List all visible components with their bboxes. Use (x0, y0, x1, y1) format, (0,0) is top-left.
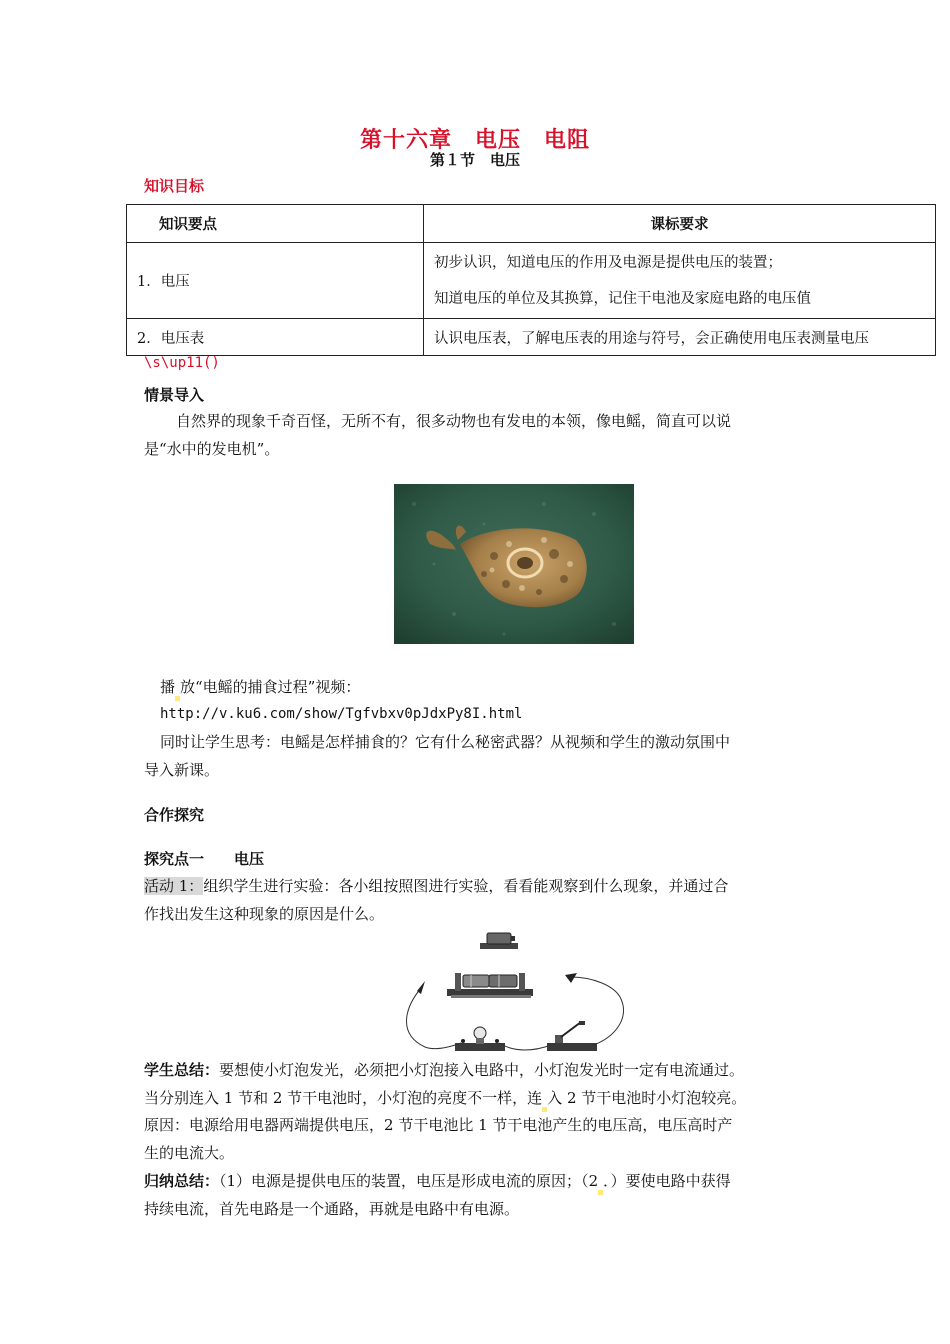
conclusion-text: 2 (588, 1172, 599, 1190)
bulb-holder-icon (455, 1027, 505, 1051)
student-summary-text: 入 2 节干电池时小灯泡较亮。 (547, 1089, 747, 1107)
conclusion-line (144, 1167, 731, 1195)
student-summary-label: 学生总结： (144, 1061, 220, 1079)
switch-icon (547, 1021, 597, 1051)
video-intro-text-pre: 播 (160, 678, 176, 696)
conclusion-label: 归纳总结： (144, 1172, 220, 1190)
electric-ray-photo (394, 484, 634, 644)
edit-marker-icon (598, 1190, 603, 1195)
scenario-paragraph-line: 是“水中的发电机”。 (144, 440, 280, 458)
conclusion-text: ．）要使电路中获得 (603, 1172, 731, 1190)
video-intro-text-post: 放“电鳐的捕食过程”视频： (180, 678, 361, 696)
requirement-text: 初步认识，知道电压的作用及电源是提供电压的装置； (434, 254, 782, 271)
table-cell-requirements (424, 243, 936, 319)
activity-line: 作找出发生这种现象的原因是什么。 (144, 905, 385, 923)
table-row (127, 243, 936, 319)
scenario-paragraph-line: 自然界的现象千奇百怪，无所不有，很多动物也有发电的本领，像电鳐，简直可以说 (176, 412, 732, 430)
student-summary-line (144, 1056, 744, 1084)
section-title: 第１节 电压 (429, 151, 520, 169)
knowledge-goals-heading: 知识目标 (144, 177, 205, 195)
table-cell-requirements: 认识电压表，了解电压表的用途与符号，会正确使用电压表测量电压 (424, 319, 936, 356)
chapter-title: 第十六章 电压 电阻 (359, 128, 590, 153)
conclusion-text: （1）电源是提供电压的装置，电压是形成电流的原因；（ (219, 1172, 589, 1190)
battery-holder-icon (447, 973, 533, 998)
table-header-cell: 知识要点 (127, 205, 424, 243)
table-cell-point: 1．电压 (127, 243, 424, 319)
knowledge-goals-table (126, 204, 936, 356)
table-header-cell: 课标要求 (424, 205, 936, 243)
table-header-row (127, 205, 936, 243)
requirement-text: 知道电压的单位及其换算，记住干电池及家庭电路的电压值 (434, 290, 811, 307)
video-url-link[interactable]: http://v.ku6.com/show/Tgfvbxv0pJdxPy8I.html (160, 706, 523, 722)
think-line: 导入新课。 (144, 761, 220, 779)
table-cell-point: 2．电压表 (127, 319, 424, 356)
scenario-heading: 情景导入 (144, 386, 205, 404)
student-summary-text: 当分别连入 1 节和 2 节干电池时，小灯泡的亮度不一样，连 (144, 1089, 543, 1107)
circuit-diagram (395, 925, 640, 1065)
field-code-text: \s\up11() (144, 355, 220, 371)
video-intro-line (160, 673, 360, 701)
student-summary-text: 要想使小灯泡发光，必须把小灯泡接入电路中，小灯泡发光时一定有电流通过。 (219, 1061, 745, 1079)
activity-text: 组织学生进行实验：各小组按照图进行实验，看看能观察到什么现象，并通过合 (203, 877, 729, 895)
student-summary-line (144, 1084, 746, 1112)
activity-line (144, 872, 728, 900)
student-summary-line: 原因：电源给用电器两端提供电压，2 节干电池比 1 节干电池产生的电压高，电压高时产 (144, 1116, 733, 1134)
conclusion-line: 持续电流，首先电路是一个通路，再就是电路中有电源。 (144, 1200, 520, 1218)
activity-label: 活动 1： (144, 877, 204, 895)
cooperative-heading: 合作探究 (144, 806, 205, 824)
table-row (127, 319, 936, 356)
single-battery-icon (480, 933, 518, 949)
student-summary-line: 生的电流大。 (144, 1144, 235, 1162)
think-line: 同时让学生思考：电鳐是怎样捕食的？它有什么秘密武器？从视频和学生的激动氛围中 (160, 733, 731, 751)
explore-point-heading: 探究点一 电压 (144, 850, 265, 868)
